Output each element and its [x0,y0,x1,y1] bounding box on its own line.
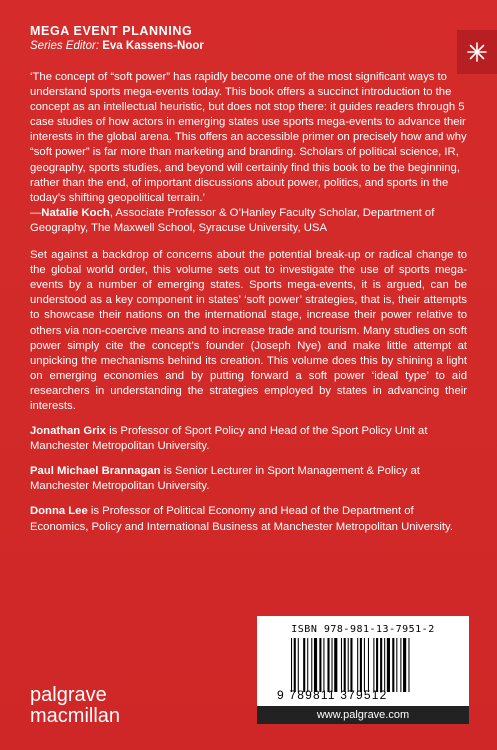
content [30,70,467,535]
barcode-number: 9 789811 379512 [277,688,388,702]
series-editor-label: Series Editor: [30,40,100,52]
publisher-url: www.palgrave.com [257,706,469,724]
series-editor-name: Eva Kassens-Noor [102,40,204,52]
author-bio-text: is Professor of Political Economy and Head of the Department of Economics, Policy and International Business at Manchester Metropolitan University. [30,505,453,533]
author-bio [30,464,467,494]
quote-author: Natalie Koch [41,206,110,219]
author-bio [30,504,467,534]
author-bio-text: is Senior Lecturer in Sport Management & Policy at Manchester Metropolitan University. [30,465,420,493]
logo-line-2: macmillan [30,705,121,727]
logo-line-1: palgrave [30,684,107,706]
series-block [30,24,204,52]
series-editor [30,40,204,52]
isbn-label: ISBN 978-981-13-7951-2 [291,624,435,635]
quote-affiliation: , Associate Professor & O’Hanley Faculty Scholar, Department of Geography, The Maxwell School, Syracuse University, USA [30,206,435,234]
springer-star-icon [457,30,497,74]
author-name: Jonathan Grix [30,425,106,438]
series-title: MEGA EVENT PLANNING [30,24,193,38]
quote-dash: — [30,206,42,219]
endorsement-quote [30,70,467,236]
author-bio [30,424,467,454]
quote-attribution [30,206,467,236]
quote-text: ‘The concept of “soft power” has rapidly become one of the most significant ways to understand sports mega-events today. This book offers a succinct introduction to the concept as an intellectual heuristic, but does not stop there: it guides readers through 5 case studies of how actors in emerging states use sports mega-events to advance their interests in the global arena. This offers an accessible primer on precisely how and why “soft power” is far more than marketing and branding. Scholars of political science, IR, geography, sports studies, and beyond will certainly find this book to be the beginning, rather than the end, of important discussions about power, politics, and sports in the today’s shifting geopolitical terrain.’ [30,71,467,204]
palgrave-macmillan-logo [30,685,120,727]
author-name: Paul Michael Brannagan [30,465,161,478]
author-name: Donna Lee [30,505,88,518]
barcode-box [257,616,469,706]
book-blurb: Set against a backdrop of concerns about the potential break-up or radical change to the global world order, this volume sets out to investigate the use of sports mega-events by a number of emerging states. Sports mega-events, it is argued, can be understood as a key component in states’ ‘soft power’ strategies, that is, their attempts to showcase their nations on the international stage, increase their power relative to others via non-coercive means and to increase trade and tourism. Many studies on soft power simply cite the concept’s founder (Joseph Nye) and make little attempt at unpicking the mechanisms behind its creation. This volume does this by shining a light on emerging economies and by putting forward a soft power ‘ideal type’ to aid researchers in understanding the strategies employed by states in advancing their interests. [30,249,467,412]
barcode-icon [291,638,449,692]
author-bio-text: is Professor of Sport Policy and Head of the Sport Policy Unit at Manchester Metropolitan University. [30,425,428,453]
